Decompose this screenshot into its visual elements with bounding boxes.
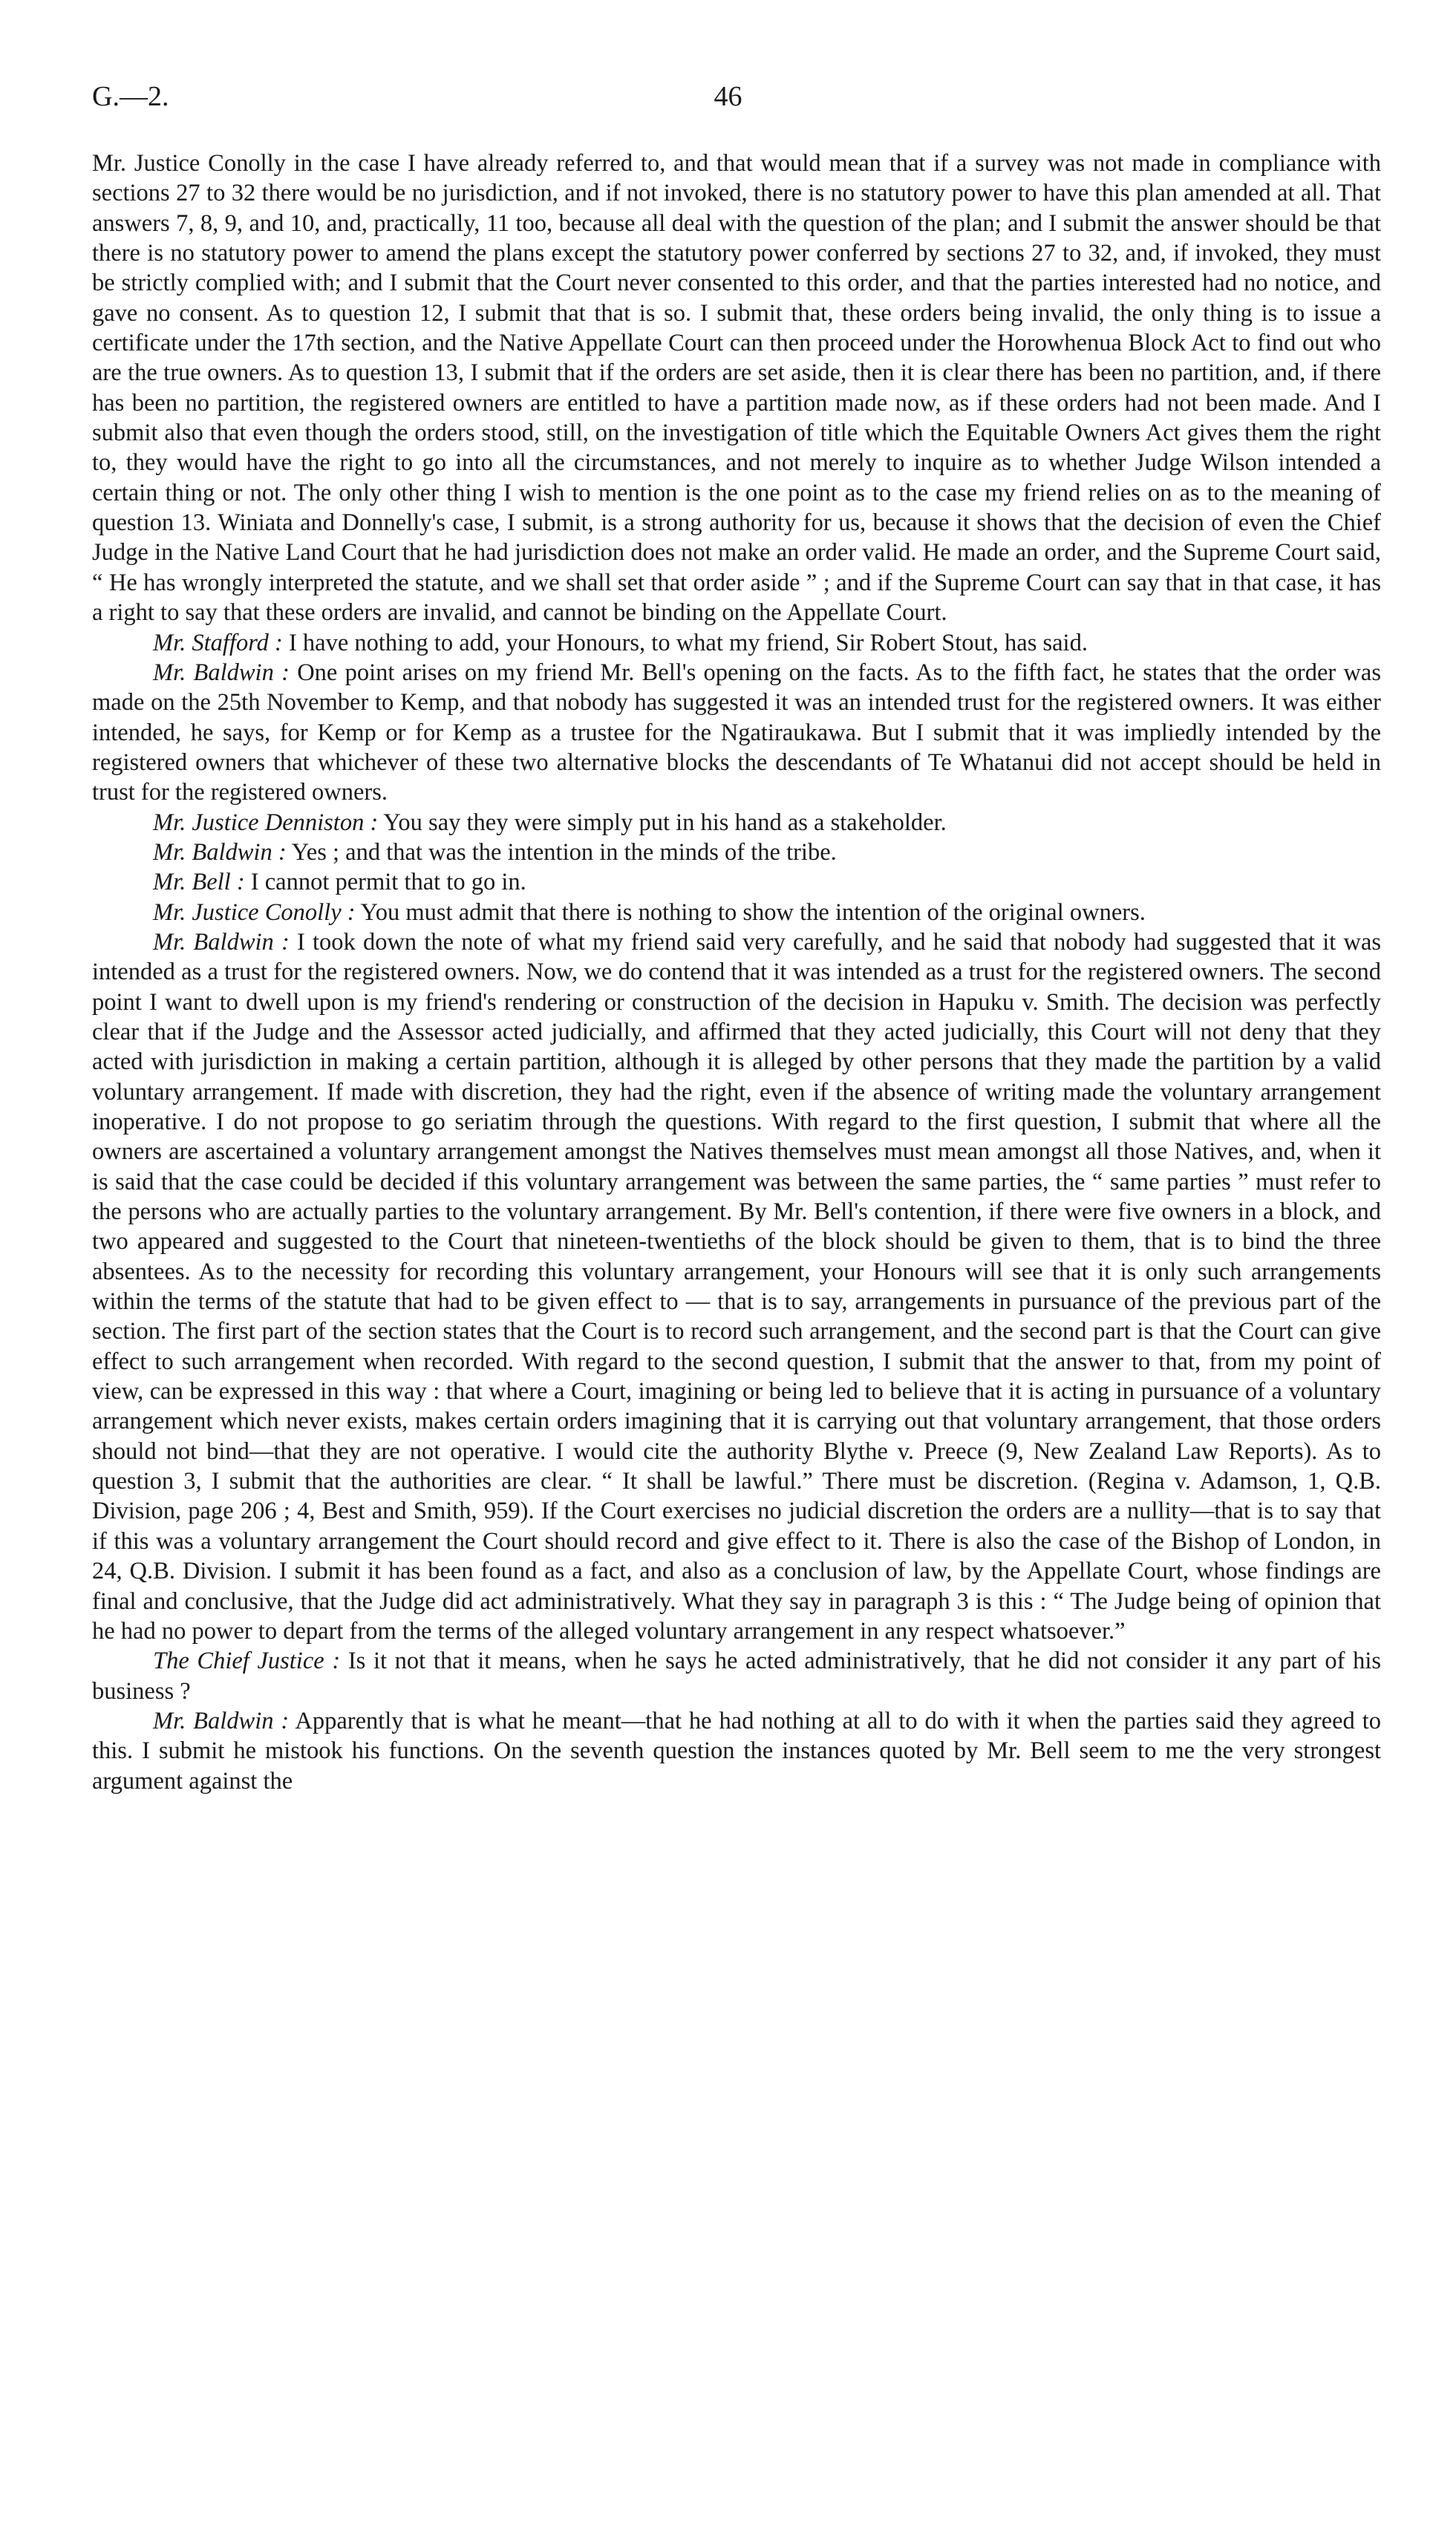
paragraph-text: Mr. Justice Conolly in the case I have already referred to, and that would mean that if a survey was not made in compliance with sections 27 to 32 there would be no jurisdiction, and if not invoked, there is no statutory power to have this plan amended at all. That answers 7, 8, 9, and 10, and, practically, 11 too, because all deal with the question of the plan; and I submit the answer should be that there is no statutory power to amend the plans except the statutory power conferred by sections 27 to 32, and, if invoked, they must be strictly complied with; and I submit that the Court never consented to this order, and that the parties interested had no notice, and gave no consent. As to question 12, I submit that that is so. I submit that, these orders being invalid, the only thing is to issue a certificate under the 17th section, and the Native Appellate Court can then proceed under the Horowhenua Block Act to find out who are the true owners. As to question 13, I submit that if the orders are set aside, then it is clear there has been no partition, and, if there has been no partition, the registered owners are entitled to have a partition made now, as if these orders had not been made. And I submit also that even though the orders stood, still, on the investigation of title which the Equitable Owners Act gives them the right to, they would have the right to go into all the circumstances, and not merely to inquire as to whether Judge Wilson intended a certain thing or not. The only other thing I wish to mention is the one point as to the case my friend relies on as to the meaning of question 13. Winiata and Donnelly's case, I submit, is a strong authority for us, because it shows that the decision of even the Chief Judge in the Native Land Court that he had jurisdiction does not make an order valid. He made an order, and the Supreme Court said, “ He has wrongly interpreted the statute, and we shall set that order aside ” ; and if the Supreme Court can say that in that case, it has a right to say that these orders are invalid, and cannot be binding on the Appellate Court. [92, 150, 1381, 627]
speaker-name: Mr. Justice Conolly : [153, 898, 356, 926]
page-header [92, 80, 1364, 125]
paragraph-continuation [92, 148, 1381, 628]
paragraph-conolly [92, 898, 1381, 927]
document-reference: G.—2. [92, 81, 169, 112]
document-body [92, 148, 1381, 1796]
paragraph-text: I have nothing to add, your Honours, to what my friend, Sir Robert Stout, has said. [288, 629, 1088, 656]
speaker-name: Mr. Baldwin : [153, 838, 287, 866]
paragraph-text: I took down the note of what my friend said very carefully, and he said that nobody had suggested that it was intended as a trust for the registered owners. Now, we do contend that it was intended as a trust for the registered owners. The second point I want to dwell upon is my friend's rendering or construction of the decision in Hapuku v. Smith. The decision was perfectly clear that if the Judge and the Assessor acted judicially, and affirmed that they acted judicially, this Court will not deny that they acted with jurisdiction in making a certain partition, although it is alleged by other persons that they made the partition by a valid voluntary arrangement. If made with discretion, they had the right, even if the absence of writing made the voluntary arrangement inoperative. I do not propose to go seriatim through the questions. With regard to the first question, I submit that where all the owners are ascertained a voluntary arrangement amongst the Natives themselves must mean amongst all those Natives, and, when it is said that the case could be decided if this voluntary arrangement was between the same parties, the “ same parties ” must refer to the persons who are actually parties to the voluntary arrangement. By Mr. Bell's contention, if there were five owners in a block, and two appeared and suggested to the Court that nineteen-twentieths of the block should be given to them, that is to bind the three absentees. As to the necessity for recording this voluntary arrangement, your Honours will see that it is only such arrangements within the terms of the statute that had to be given effect to — that is to say, arrangements in pursuance of the previous part of the section. The first part of the section states that the Court is to record such arrangement, and the second part is that the Court can give effect to such arrangement when recorded. With regard to the second question, I submit that the answer to that, from my point of view, can be expressed in this way : that where a Court, imagining or being led to believe that it is acting in pursuance of a voluntary arrangement which never exists, makes certain orders imagining that it is carrying out that voluntary arrangement, that those orders should not bind—that they are not operative. I would cite the authority Blythe v. Preece (9, New Zealand Law Reports). As to question 3, I submit that the authorities are clear. “ It shall be lawful.” There must be discretion. (Regina v. Adamson, 1, Q.B. Division, page 206 ; 4, Best and Smith, 959). If the Court exercises no judicial discretion the orders are a nullity—that is to say that if this was a voluntary arrangement the Court should record and give effect to it. There is also the case of the Bishop of London, in 24, Q.B. Division. I submit it has been found as a fact, and also as a conclusion of law, by the Appellate Court, whose findings are final and conclusive, that the Judge did act administratively. What they say in paragraph 3 is this : “ The Judge being of opinion that he had no power to depart from the terms of the alleged voluntary arrangement in any respect whatsoever.” [92, 928, 1382, 1645]
speaker-name: Mr. Baldwin : [153, 928, 290, 956]
speaker-name: The Chief Justice : [153, 1648, 341, 1675]
paragraph-baldwin [92, 927, 1381, 1646]
speaker-name: Mr. Bell : [153, 869, 245, 896]
speaker-name: Mr. Justice Denniston : [153, 809, 379, 836]
paragraph-baldwin [92, 838, 1381, 867]
paragraph-denniston [92, 808, 1381, 838]
speaker-name: Mr. Baldwin : [153, 659, 290, 686]
paragraph-baldwin [92, 1706, 1381, 1796]
speaker-name: Mr. Baldwin : [153, 1707, 290, 1734]
paragraph-text: One point arises on my friend Mr. Bell's opening on the facts. As to the fifth fact, he states that the order was made on the 25th November to Kemp, and that nobody has suggested it was an intended trust for the registered owners. It was either intended, he says, for Kemp or for Kemp as a trustee for the Ngatiraukawa. But I submit that it was impliedly intended by the registered owners that whichever of these two alternative blocks the descendants of Te Whatanui did not accept should be held in trust for the registered owners. [92, 659, 1382, 806]
paragraph-text: Yes ; and that was the intention in the minds of the tribe. [291, 838, 837, 866]
paragraph-text: You say they were simply put in his hand as a stakeholder. [383, 809, 947, 836]
paragraph-text: Is it not that it means, when he says he acted administratively, that he did not consider it any part of his business ? [92, 1648, 1382, 1705]
paragraph-bell [92, 867, 1381, 897]
paragraph-chief-justice [92, 1646, 1381, 1706]
paragraph-text: I cannot permit that to go in. [250, 869, 526, 896]
paragraph-text: You must admit that there is nothing to show the intention of the original owners. [360, 898, 1146, 926]
speaker-name: Mr. Stafford : [153, 629, 283, 656]
paragraph-baldwin [92, 658, 1381, 808]
paragraph-stafford [92, 628, 1381, 658]
page-number: 46 [714, 81, 742, 112]
paragraph-text: Apparently that is what he meant—that he had nothing at all to do with it when the parties said they agreed to this. I submit he mistook his functions. On the seventh question the instances quoted by Mr. Bell seem to me the very strongest argument against the [92, 1707, 1381, 1795]
